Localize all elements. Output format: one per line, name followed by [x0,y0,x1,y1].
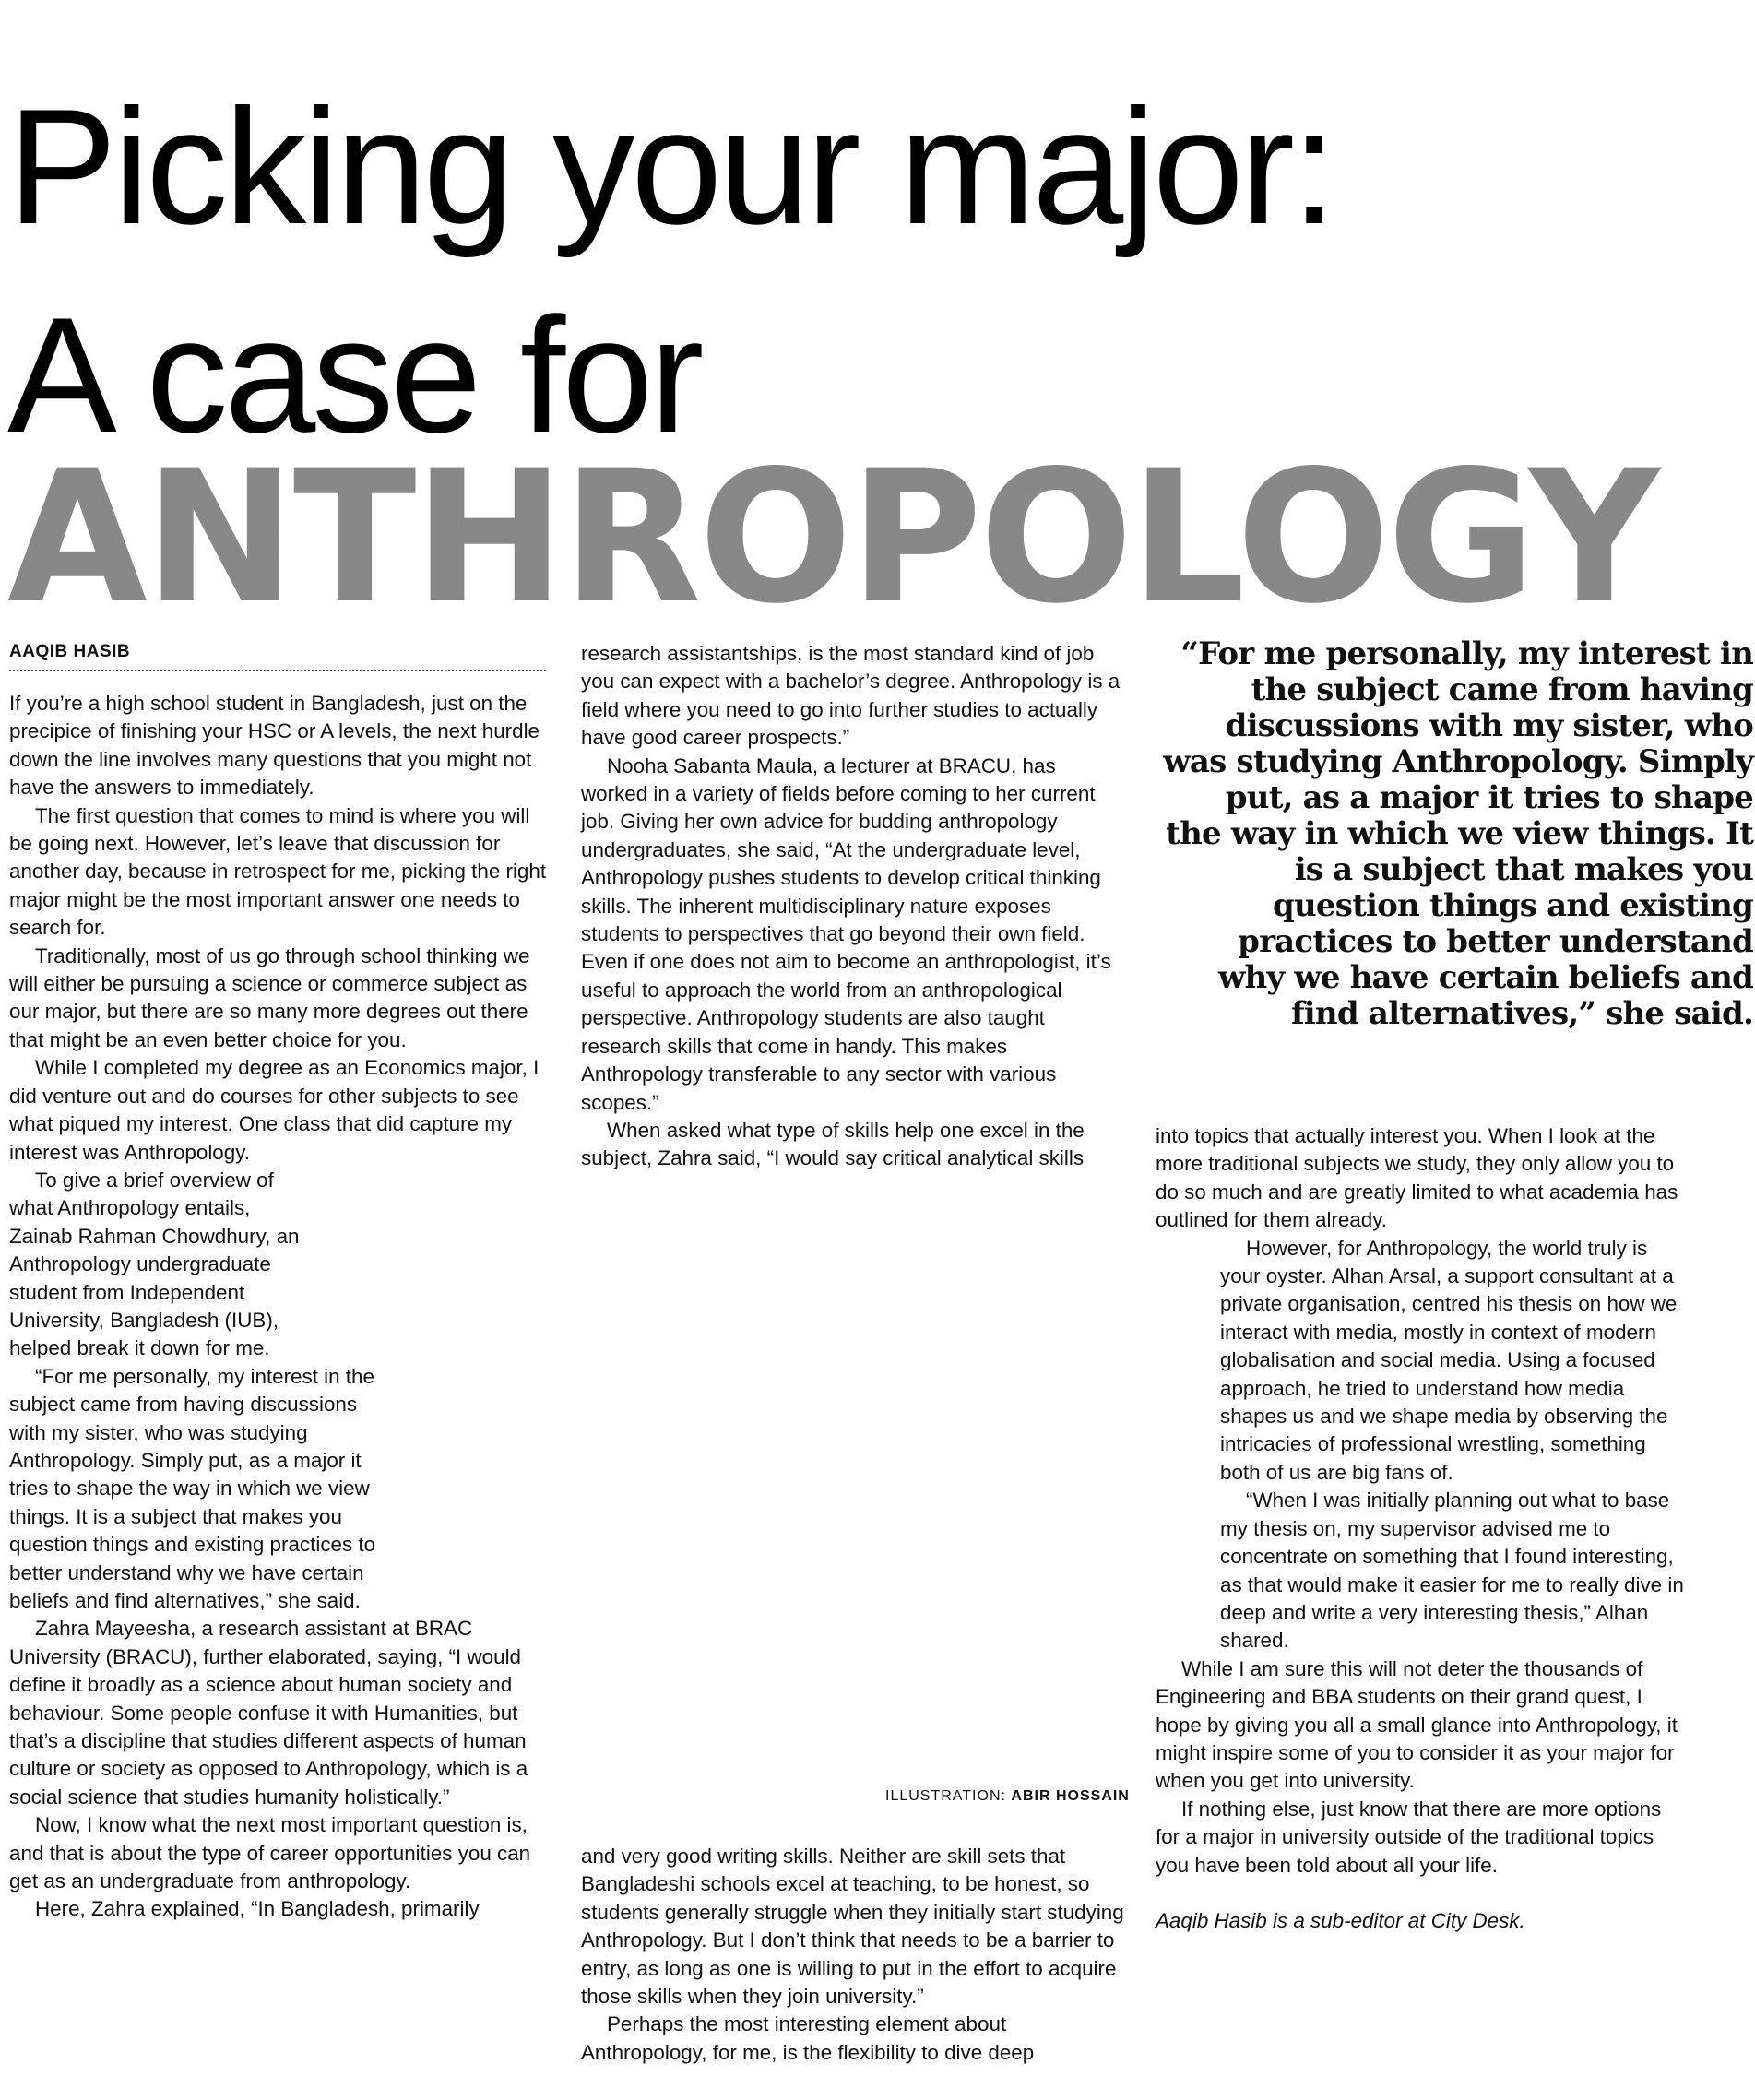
paragraph: “When I was initially planning out what to base my thesis on, my supervisor advised me to concentrate on something that I found interesting, as that would make it easier for me to really dive in deep and write a very interesting thesis,” Alhan shared. [1220,1489,1684,1653]
article-column-1 [9,690,553,1924]
pull-quote: “For me personally, my interest in the subject came from having discussions with my sister, who was studying Anthropology. Simply put, as a major it tries to shape the way in which we view things. It is a subject that makes you question things and existing practices to better understand why we have certain beliefs and find alternatives,” she said. [1163,635,1753,1032]
headline-line-1: Picking your major: [7,75,1334,258]
article-column-2-bottom [581,1843,1125,2067]
paragraph: into topics that actually interest you. When I look at the more traditional subjects we study, they only allow you to do so much and are greatly limited to what academia has outlined for them already. [1156,1124,1678,1232]
illustration-credit-label: ILLUSTRATION: [885,1788,1006,1804]
paragraph: Nooha Sabanta Maula, a lecturer at BRACU, has worked in a variety of fields before coming to her current job. Giving her own advice for budding anthropology undergraduates, she said, “At the undergraduate level, Anthropology pushes students to develop critical thinking skills. The inherent multidisciplinary nature exposes students to perspectives that go beyond their own field. Even if one does not aim to become an anthropologist, it’s useful to approach the world from an anthropological perspective. Anthropology students are also taught research skills that come in handy. This makes Anthropology transferable to any sector with various scopes.” [581,753,1111,1114]
article-column-2-top [581,640,1125,1173]
paragraph: and very good writing skills. Neither are skill sets that Bangladeshi schools excel at teaching, to be honest, so students generally struggle when they initially start studying Anthropology. But I don’t think that needs to be a barrier to entry, as long as one is willing to put in the effort to acquire those skills when they join university.” [581,1845,1124,2009]
paragraph: Here, Zahra explained, “In Bangladesh, primarily [35,1897,480,1921]
headline-line-2: A case for [7,283,701,467]
paragraph: To give a brief overview of what Anthropology entails, Zainab Rahman Chowdhury, an Anthropology undergraduate student from Independent University, Bangladesh (IUB), helped break it down for me. [9,1168,300,1360]
byline: AAQIB HASIB [9,642,546,671]
paragraph: The first question that comes to mind is where you will be going next. However, let’s leave that discussion for another day, because in retrospect for me, picking the right major might be the most important answer one needs to search for. [9,803,547,940]
article-column-3 [1156,1122,1690,1935]
paragraph: While I completed my degree as an Economics major, I did venture out and do courses for other subjects to see what piqued my interest. One class that did capture my interest was Anthropology. [9,1056,540,1164]
paragraph: Traditionally, most of us go through school thinking we will either be pursuing a science or commerce subject as our major, but there are so many more degrees out there that might be an even better choice for you. [9,943,530,1051]
paragraph: If nothing else, just know that there are more options for a major in university outside of the traditional topics you have been told about all your life. [1156,1797,1662,1877]
paragraph: “For me personally, my interest in the subject came from having discussions with my sister, who was studying Anthropology. Simply put, as a major it tries to shape the way in which we view things. It is a subject that makes you question things and existing practices to better understand why we have certain beliefs and find alternatives,” she said. [9,1364,376,1612]
paragraph: research assistantships, is the most standard kind of job you can expect with a bachelor’s degree. Anthropology is a field where you need to go into further studies to actually have good career prospects.” [581,642,1121,750]
illustration-credit [885,1788,1130,1805]
paragraph: Zahra Mayeesha, a research assistant at BRAC University (BRACU), further elaborated, saying, “I would define it broadly as a science about human society and behaviour. Some people confuse it with Humanities, but that’s a discipline that studies different aspects of human culture or society as opposed to Anthropology, which is a social science that studies humanity holistically.” [9,1617,528,1809]
paragraph: When asked what type of skills help one excel in the subject, Zahra said, “I would say critical analytical skills [581,1118,1085,1170]
headline-line-3: ANTHROPOLOGY [7,431,1657,644]
paragraph: If you’re a high school student in Bangladesh, just on the precipice of finishing your HSC or A levels, the next hurdle down the line involves many questions that you might not have the answers to immediately. [9,692,540,800]
paragraph: Perhaps the most interesting element about Anthropology, for me, is the flexibility to dive deep [581,2012,1035,2064]
author-signoff: Aaqib Hasib is a sub-editor at City Desk. [1156,1908,1525,1932]
illustration-credit-name: ABIR HOSSAIN [1011,1788,1130,1804]
paragraph: While I am sure this will not deter the thousands of Engineering and BBA students on their grand quest, I hope by giving you all a small glance into Anthropology, it might inspire some of you to consider it as your major for when you get into university. [1156,1656,1678,1793]
paragraph: However, for Anthropology, the world truly is your oyster. Alhan Arsal, a support consultant at a private organisation, centred his thesis on how we interact with media, mostly in context of modern globalisation and social media. Using a focused approach, he tried to understand how media shapes us and we shape media by observing the intricacies of professional wrestling, something both of us are big fans of. [1220,1236,1678,1484]
paragraph: Now, I know what the next most important question is, and that is about the type of career opportunities you can get as an undergraduate from anthropology. [9,1813,531,1893]
